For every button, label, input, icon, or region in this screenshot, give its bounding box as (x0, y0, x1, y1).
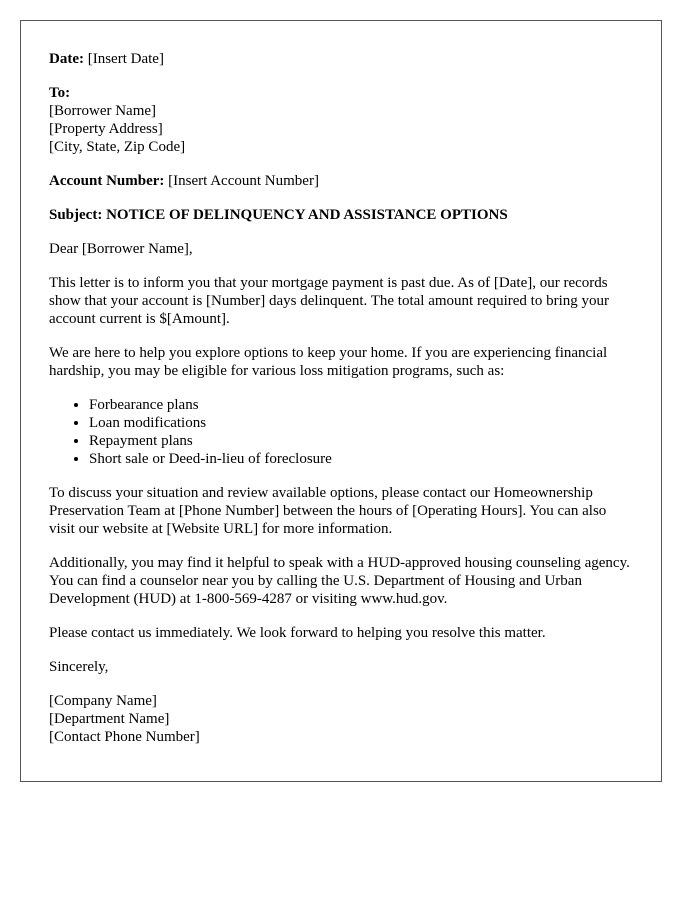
signature-phone: [Contact Phone Number] (49, 729, 200, 745)
paragraph-urgent: Please contact us immediately. We look forward to helping you resolve this matter. (49, 625, 546, 641)
recipient-city: [City, State, Zip Code] (49, 139, 186, 155)
subject-label: Subject: (49, 207, 103, 223)
to-label: To: (49, 85, 71, 101)
signature-company: [Company Name] (49, 693, 157, 709)
paragraph-contact: To discuss your situation and review available options, please contact our Homeownership Preservation Team at [Phone Number] between the hours of [Operating Hours]. You can also visit our website at [Website URL] for more information. (49, 485, 607, 537)
letter-document (20, 20, 662, 782)
subject-line (49, 206, 633, 224)
recipient-address: [Property Address] (49, 121, 163, 137)
date-line (49, 50, 633, 68)
signoff: Sincerely, (49, 659, 109, 675)
paragraph-hud: Additionally, you may find it helpful to speak with a HUD-approved housing counseling agency. You can find a counselor near you by calling the U.S. Department of Housing and Urban Development (HUD) at 1-800-569-4287 or visiting www.hud.gov. (49, 555, 630, 607)
list-item: • Short sale or Deed-in-lieu of foreclosure (89, 450, 633, 468)
salutation: Dear [Borrower Name], (49, 241, 193, 257)
recipient-block (49, 84, 633, 156)
list-item: • Loan modifications (89, 414, 633, 432)
list-item: • Forbearance plans (89, 396, 633, 414)
paragraph-delinquency: This letter is to inform you that your mortgage payment is past due. As of [Date], our records show that your account is [Number] days delinquent. The total amount required to bring your account current is $[Amount]. (49, 275, 610, 327)
date-value: [Insert Date] (87, 51, 164, 67)
date-label: Date: (49, 51, 84, 67)
signature-department: [Department Name] (49, 711, 170, 727)
options-list (49, 396, 633, 468)
subject-value: NOTICE OF DELINQUENCY AND ASSISTANCE OPTIONS (106, 207, 508, 223)
paragraph-options-intro: We are here to help you explore options to keep your home. If you are experiencing financial hardship, you may be eligible for various loss mitigation programs, such as: (49, 345, 608, 379)
account-line (49, 172, 633, 190)
account-label: Account Number: (49, 173, 165, 189)
list-item: • Repayment plans (89, 432, 633, 450)
signature-block (49, 692, 633, 746)
recipient-name: [Borrower Name] (49, 103, 157, 119)
account-value: [Insert Account Number] (168, 173, 319, 189)
